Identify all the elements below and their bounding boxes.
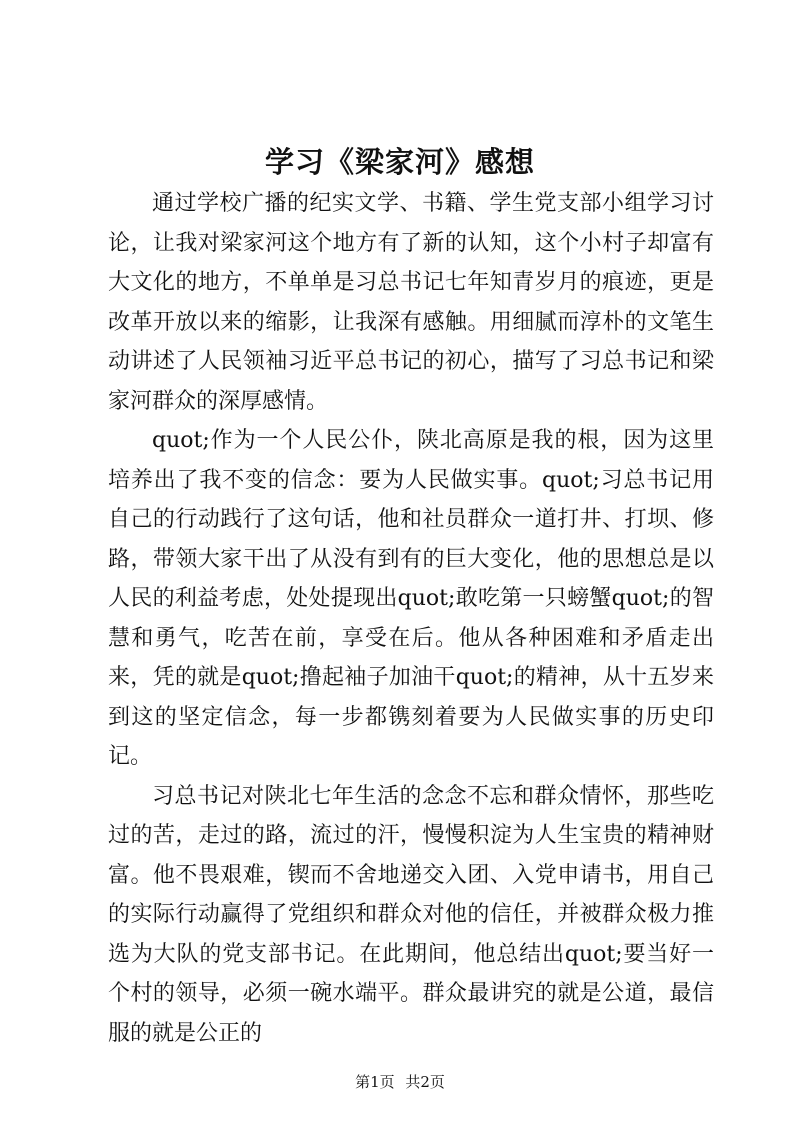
page-footer	[0, 1071, 800, 1093]
document-body	[108, 184, 714, 1053]
paragraph-2: quot;作为一个人民公仆，陕北高原是我的根，因为这里培养出了我不变的信念：要为人民做实事。quot;习总书记用自己的行动践行了这句话，他和社员群众一道打井、打坝、修路，带领大家干出了从没有到有的巨大变化，他的思想总是以人民的利益考虑，处处提现出quot;敢吃第一只螃蟹quot;的智慧和勇气，吃苦在前，享受在后。他从各种困难和矛盾走出来，凭的就是quot;撸起袖子加油干quot;的精神，从十五岁来到这的坚定信念，每一步都镌刻着要为人民做实事的历史印记。	[108, 428, 714, 769]
page-number: 第1页	[355, 1073, 395, 1091]
document-title: 学习《梁家河》感想	[264, 145, 535, 179]
page-total: 共2页	[405, 1073, 445, 1091]
paragraph-3: 习总书记对陕北七年生活的念念不忘和群众情怀，那些吃过的苦，走过的路，流过的汗，慢慢积淀为人生宝贵的精神财富。他不畏艰难，锲而不舍地递交入团、入党申请书，用自己的实际行动赢得了党组织和群众对他的信任，并被群众极力推选为大队的党支部书记。在此期间，他总结出quot;要当好一个村的领导，必须一碗水端平。群众最讲究的就是公道，最信服的就是公正的	[108, 783, 714, 1046]
paragraph-1: 通过学校广播的纪实文学、书籍、学生党支部小组学习讨论，让我对梁家河这个地方有了新的认知，这个小村子却富有大文化的地方，不单单是习总书记七年知青岁月的痕迹，更是改革开放以来的缩影，让我深有感触。用细腻而淳朴的文笔生动讲述了人民领袖习近平总书记的初心，描写了习总书记和梁家河群众的深厚感情。	[108, 191, 714, 414]
